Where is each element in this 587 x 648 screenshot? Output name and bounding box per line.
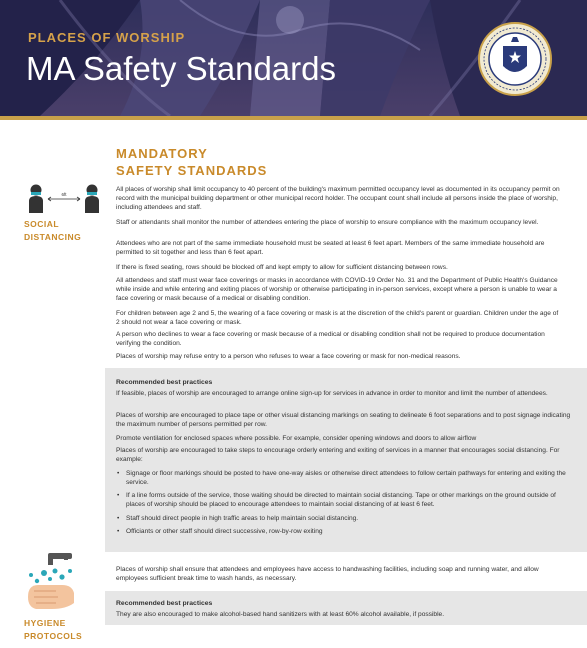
massachusetts-seal-logo [478, 22, 552, 96]
paragraph: Attendees who are not part of the same immediate household must be seated at least 6 feet apart. Members of the same immediate household are permitted to sit together and less than 6 feet apart. [116, 240, 545, 256]
paragraph: They are also encouraged to make alcohol-based hand sanitizers with at least 60% alcohol available, if possible. [116, 611, 445, 618]
social-distancing-label-line-1: SOCIAL [24, 219, 60, 229]
best-practices-heading: Recommended best practices [116, 379, 213, 386]
best-practices-box [105, 591, 587, 625]
bullet-item: • Officiants or other staff should direct successive, row-by-row exiting [126, 528, 574, 537]
bullet-item: • If a line forms outside of the service, those waiting should be directed to maintain social distancing. Tape or other markings on the ground outside of places of worship should be placed to encourage attendees to maintain social distancing of at least 6 feet. [126, 492, 574, 510]
bullet-item: • Staff should direct people in high traffic areas to help maintain social distancing. [126, 515, 574, 524]
section-heading [116, 145, 267, 179]
section-heading-line-2: SAFETY STANDARDS [116, 163, 268, 178]
paragraph: For children between age 2 and 5, the wearing of a face covering or mask is at the discretion of the child's parent or guardian. Children under the age of 2 should not wear a face covering or mask. [116, 310, 559, 326]
paragraph: Places of worship shall ensure that attendees and employees have access to handwashing facilities, including soap and running water, and allow employees sufficient break time to wash hands, as necessary. [116, 566, 539, 582]
paragraph: Places of worship are encouraged to place tape or other visual distancing markings on seating to delineate 6 foot separations and to post signage indicating the maximum number of persons permitted per row. [116, 412, 571, 428]
paragraph: All places of worship shall limit occupancy to 40 percent of the building's maximum permitted occupancy level as documented in its occupancy permit on record with the municipal building department or other municipal record holder. The occupant count shall include all persons inside the place of worship, including attendees and staff. [116, 186, 560, 211]
hygiene-label-line-2: PROTOCOLS [24, 631, 83, 641]
header-divider [0, 116, 587, 120]
paragraph: All attendees and staff must wear face coverings or masks in accordance with COVID-19 Order No. 31 and the Department of Public Health's Guidance while inside and while entering and exiting places of worship or otherwise participating in in-person services, except where a person is unable to wear a face covering or mask because of a medical or disabling condition. [116, 277, 558, 302]
paragraph: Places of worship are encouraged to take steps to encourage orderly entering and exiting of services in a manner that encourages social distancing. For example: [116, 447, 560, 463]
paragraph: A person who declines to wear a face covering or mask because of a medical or disabling condition shall not be required to produce documentation verifying the condition. [116, 331, 545, 347]
paragraph: Places of worship may refuse entry to a person who refuses to wear a face covering or mask for non-medical reasons. [116, 353, 461, 360]
hygiene-protocols-label [24, 617, 82, 643]
hygiene-label-line-1: HYGIENE [24, 618, 66, 628]
section-heading-line-1: MANDATORY [116, 146, 208, 161]
page-title: MA Safety Standards [26, 50, 337, 87]
bullet-item: • Signage or floor markings should be posted to have one-way aisles or otherwise direct attendees to follow certain pathways for entering and exiting the service. [126, 470, 574, 488]
paragraph: If feasible, places of worship are encouraged to arrange online sign-up for services in advance in order to monitor and limit the number of attendees. [116, 390, 548, 397]
best-practices-heading: Recommended best practices [116, 600, 213, 607]
handwashing-icon [22, 551, 82, 613]
social-distancing-icon [26, 183, 102, 213]
paragraph: If there is fixed seating, rows should be blocked off and kept empty to allow for sufficient distancing between rows. [116, 264, 448, 271]
paragraph: Promote ventilation for enclosed spaces where possible. For example, consider opening windows and doors to allow airflow [116, 435, 477, 442]
paragraph: Staff or attendants shall monitor the number of attendees entering the place of worship to ensure compliance with the maximum occupancy level. [116, 219, 539, 226]
best-practices-box [105, 368, 587, 552]
distance-label: 6ft [61, 192, 67, 197]
social-distancing-label-line-2: DISTANCING [24, 232, 82, 242]
social-distancing-label [24, 218, 81, 244]
header-banner [0, 0, 587, 116]
header-eyebrow: PLACES OF WORSHIP [28, 30, 186, 45]
